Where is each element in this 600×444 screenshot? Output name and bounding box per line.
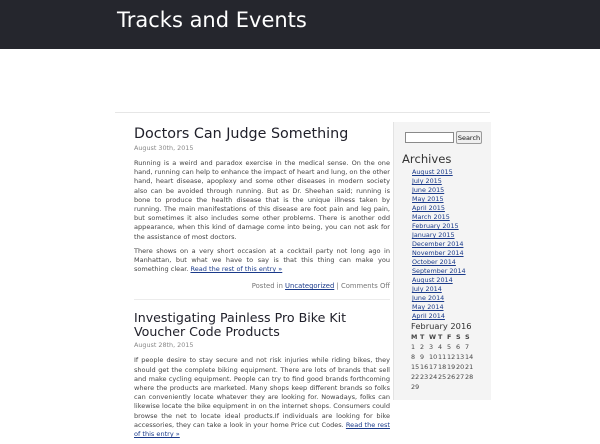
archive-link[interactable]: March 2015 [412, 213, 450, 221]
archive-link[interactable]: September 2014 [412, 267, 466, 275]
calendar-day [456, 382, 465, 392]
archive-link[interactable]: April 2015 [412, 204, 445, 212]
calendar-day: 3 [429, 343, 434, 351]
archive-item [412, 168, 466, 177]
archive-link[interactable]: December 2014 [412, 240, 464, 248]
archive-link[interactable]: August 2014 [412, 276, 453, 284]
archive-link[interactable]: June 2014 [412, 294, 445, 302]
category-link[interactable]: Uncategorized [285, 282, 335, 291]
archive-item [412, 204, 466, 213]
header-divider [115, 112, 490, 113]
comments-status: Comments Off [340, 282, 390, 291]
meta-separator: | [336, 282, 339, 291]
calendar-day: 14 [465, 353, 474, 361]
calendar-week-row [411, 372, 474, 382]
calendar-day: 7 [465, 343, 470, 351]
calendar-day: 18 [438, 363, 447, 371]
calendar-weekday: S [465, 333, 470, 341]
post-paragraph-text: If people desire to stay secure and not risk injuries while riding bikes, they should get the complete biking equipment. There are lots of brands that sell and make cycling equipment. People can try to find good brands forthcoming where the products are marketed. Many shops keep different brands so folks can conveniently locate whatever they are looking for. Nowadays, folks can likewise locate the bike equipment in on the internet shops. Consumers could browse the net to locate ideal products.If individuals are looking for bike accessories, they can take a look in your home Price cut Codes. [134, 356, 390, 429]
archive-item [412, 267, 466, 276]
calendar-day [429, 382, 438, 392]
archive-link[interactable]: May 2015 [412, 195, 444, 203]
calendar-day: 17 [429, 363, 438, 371]
calendar-day: 25 [438, 373, 447, 381]
read-more-link[interactable]: Read the rest of this entry » [190, 265, 283, 274]
read-more-link[interactable]: Read the rest of this entry » [134, 420, 390, 439]
calendar-week-row [411, 362, 474, 372]
post-title[interactable]: Doctors Can Judge Something [134, 126, 349, 142]
calendar-day: 1 [411, 343, 416, 351]
archive-item [412, 240, 466, 249]
archive-link[interactable]: February 2015 [412, 222, 459, 230]
calendar-week-row [411, 352, 474, 362]
calendar-widget [411, 321, 477, 392]
calendar-day: 27 [456, 373, 465, 381]
calendar-day [447, 382, 456, 392]
calendar-day: 19 [447, 363, 456, 371]
calendar-day: 21 [465, 363, 474, 371]
archive-item [412, 222, 466, 231]
archive-link[interactable]: April 2014 [412, 312, 445, 320]
post-paragraph [134, 247, 390, 275]
archive-item [412, 195, 466, 204]
calendar-day: 22 [411, 373, 420, 381]
calendar-day: 8 [411, 353, 416, 361]
archive-item [412, 177, 466, 186]
calendar-table [411, 332, 474, 392]
calendar-caption: February 2016 [411, 321, 472, 331]
calendar-day: 13 [456, 353, 465, 361]
calendar-day: 12 [447, 353, 456, 361]
sidebar [393, 122, 491, 400]
post-date: August 28th, 2015 [134, 341, 194, 350]
calendar-day: 29 [411, 383, 420, 391]
archive-link[interactable]: July 2015 [412, 177, 442, 185]
calendar-weekday: S [456, 333, 461, 341]
archive-item [412, 312, 466, 321]
archive-link[interactable]: May 2014 [412, 303, 444, 311]
site-header [0, 0, 600, 49]
calendar-day: 24 [429, 373, 438, 381]
calendar-day [420, 382, 429, 392]
post-meta [134, 281, 390, 300]
posted-in-label: Posted in [251, 282, 283, 291]
calendar-weekday: W [429, 333, 437, 341]
archive-item [412, 249, 466, 258]
calendar-day: 4 [438, 343, 443, 351]
archive-link[interactable]: November 2014 [412, 249, 464, 257]
calendar-day: 28 [465, 373, 474, 381]
post-paragraph [134, 356, 390, 439]
search-input[interactable] [405, 132, 454, 143]
site-title[interactable]: Tracks and Events [117, 8, 307, 32]
calendar-day: 10 [429, 353, 438, 361]
archive-link[interactable]: October 2014 [412, 258, 456, 266]
calendar-day [438, 382, 447, 392]
archive-link[interactable]: July 2014 [412, 285, 442, 293]
search-button[interactable]: Search [456, 131, 482, 144]
post-title[interactable]: Investigating Painless Pro Bike Kit Voucher Code Products [134, 310, 347, 340]
archive-item [412, 276, 466, 285]
main-content [134, 126, 390, 444]
calendar-week-row [411, 382, 474, 392]
archives-list [412, 168, 466, 321]
calendar-day: 6 [456, 343, 461, 351]
archive-item [412, 213, 466, 222]
post-body [134, 356, 390, 439]
calendar-day: 20 [456, 363, 465, 371]
calendar-weekday: T [438, 333, 443, 341]
calendar-day [465, 382, 474, 392]
calendar-day: 16 [420, 363, 429, 371]
post-paragraph: Running is a weird and paradox exercise in the medical sense. On the one hand, running can help to enhance the impact of heart and lung, on the other hand, heart disease, apoplexy and some other diseases in modern society also can be avoided through running. But as Dr. Sheehan said; running is bone to produce the health disease that is the unique illness taken by running. The main manifestations of this disease are foot pain and leg pain, but sometimes it also includes some other problems. There is another odd appearance, when this kind of damage come into being, you can not ask for the assistance of most doctors. [134, 159, 390, 241]
calendar-day: 11 [438, 353, 447, 361]
archive-item [412, 231, 466, 240]
archive-link[interactable]: June 2015 [412, 186, 445, 194]
archive-item [412, 186, 466, 195]
calendar-day: 26 [447, 373, 456, 381]
post [134, 126, 390, 300]
post-date: August 30th, 2015 [134, 144, 194, 152]
calendar-weekday: F [447, 333, 452, 341]
calendar-week-row [411, 342, 474, 352]
calendar-day: 5 [447, 343, 452, 351]
archive-item [412, 285, 466, 294]
calendar-day: 2 [420, 343, 425, 351]
archive-link[interactable]: January 2015 [412, 231, 455, 239]
archive-item [412, 258, 466, 267]
calendar-weekday: M [411, 333, 418, 341]
post-paragraph-text: There shows on a very short occasion at a cocktail party not long ago in Manhattan, but what we have to say is that this thing can make you something clear. [134, 246, 390, 274]
calendar-body [411, 342, 474, 392]
calendar-day: 23 [420, 373, 429, 381]
archives-heading: Archives [402, 152, 452, 166]
post [134, 311, 390, 439]
archive-item [412, 294, 466, 303]
calendar-weekday-row [411, 332, 474, 342]
post-body [134, 159, 390, 274]
archive-link[interactable]: August 2015 [412, 168, 453, 176]
calendar-day: 15 [411, 363, 420, 371]
calendar-day: 9 [420, 353, 425, 361]
calendar-weekday: T [420, 333, 425, 341]
archive-item [412, 303, 466, 312]
